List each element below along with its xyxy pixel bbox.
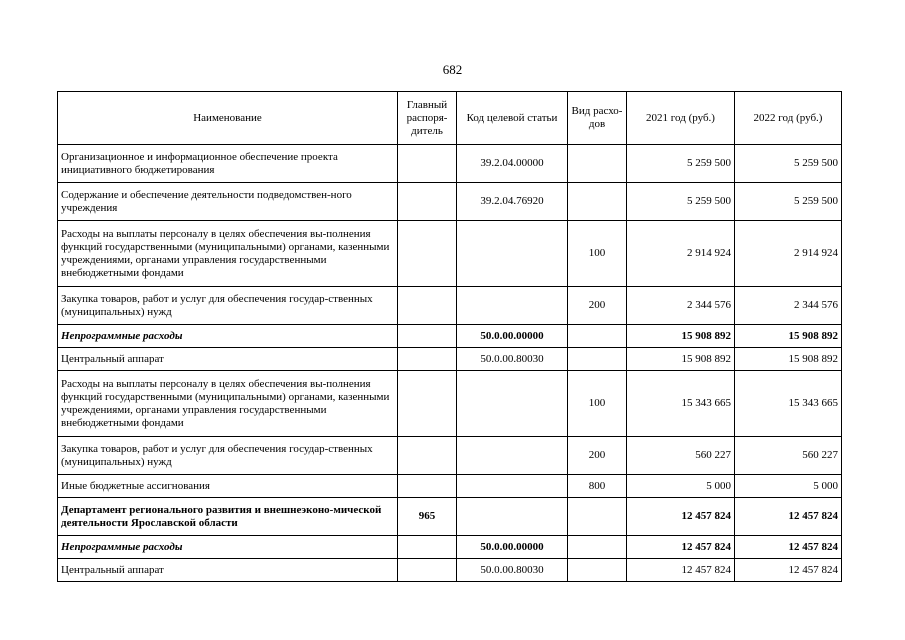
cell-name: Содержание и обеспечение деятельности подведомствен-ного учреждения — [58, 183, 398, 221]
cell-2021: 5 000 — [627, 475, 735, 498]
header-code: Код целевой статьи — [457, 92, 568, 145]
cell-name: Непрограммные расходы — [58, 536, 398, 559]
cell-vid: 100 — [568, 371, 627, 437]
cell-code: 50.0.00.00000 — [457, 536, 568, 559]
cell-2021: 2 344 576 — [627, 287, 735, 325]
header-2021: 2021 год (руб.) — [627, 92, 735, 145]
cell-2022: 560 227 — [735, 437, 842, 475]
cell-code — [457, 498, 568, 536]
cell-grbs — [398, 325, 457, 348]
table-row — [58, 325, 842, 348]
cell-vid — [568, 559, 627, 582]
cell-name: Непрограммные расходы — [58, 325, 398, 348]
cell-name: Иные бюджетные ассигнования — [58, 475, 398, 498]
cell-vid — [568, 536, 627, 559]
cell-2022: 15 343 665 — [735, 371, 842, 437]
table-row — [58, 437, 842, 475]
cell-name: Закупка товаров, работ и услуг для обеспечения государ-ственных (муниципальных) нужд — [58, 437, 398, 475]
cell-name: Центральный аппарат — [58, 559, 398, 582]
cell-code: 50.0.00.00000 — [457, 325, 568, 348]
table-row — [58, 348, 842, 371]
cell-2022: 12 457 824 — [735, 498, 842, 536]
cell-grbs — [398, 145, 457, 183]
cell-2022: 2 914 924 — [735, 221, 842, 287]
cell-grbs — [398, 183, 457, 221]
table-row — [58, 221, 842, 287]
cell-2021: 12 457 824 — [627, 498, 735, 536]
cell-2021: 15 343 665 — [627, 371, 735, 437]
cell-2022: 5 259 500 — [735, 145, 842, 183]
cell-name: Расходы на выплаты персоналу в целях обеспечения вы-полнения функций государственными (муниципальными) органами, казенными учреждениями, органами управления государственными внебюджетными фондами — [58, 371, 398, 437]
cell-2021: 15 908 892 — [627, 348, 735, 371]
cell-grbs — [398, 287, 457, 325]
cell-vid — [568, 325, 627, 348]
cell-vid — [568, 348, 627, 371]
cell-2021: 2 914 924 — [627, 221, 735, 287]
cell-2021: 5 259 500 — [627, 183, 735, 221]
cell-2022: 12 457 824 — [735, 559, 842, 582]
cell-name: Закупка товаров, работ и услуг для обеспечения государ-ственных (муниципальных) нужд — [58, 287, 398, 325]
cell-vid: 100 — [568, 221, 627, 287]
cell-vid: 800 — [568, 475, 627, 498]
table-row — [58, 559, 842, 582]
cell-grbs — [398, 536, 457, 559]
cell-2022: 15 908 892 — [735, 348, 842, 371]
cell-2022: 2 344 576 — [735, 287, 842, 325]
cell-code — [457, 221, 568, 287]
table-row — [58, 498, 842, 536]
cell-code — [457, 475, 568, 498]
header-2022: 2022 год (руб.) — [735, 92, 842, 145]
cell-vid — [568, 183, 627, 221]
table-row — [58, 371, 842, 437]
table-row — [58, 145, 842, 183]
cell-2022: 5 000 — [735, 475, 842, 498]
cell-code: 39.2.04.00000 — [457, 145, 568, 183]
cell-code — [457, 287, 568, 325]
table-header-row — [58, 92, 842, 145]
cell-code: 50.0.00.80030 — [457, 348, 568, 371]
cell-code — [457, 437, 568, 475]
cell-grbs — [398, 437, 457, 475]
cell-2021: 12 457 824 — [627, 536, 735, 559]
cell-vid: 200 — [568, 287, 627, 325]
cell-2021: 560 227 — [627, 437, 735, 475]
budget-table — [57, 91, 842, 582]
cell-2022: 12 457 824 — [735, 536, 842, 559]
cell-grbs — [398, 475, 457, 498]
cell-code: 39.2.04.76920 — [457, 183, 568, 221]
table-row — [58, 183, 842, 221]
cell-grbs: 965 — [398, 498, 457, 536]
page-number: 682 — [442, 62, 463, 77]
header-vid: Вид расхо-дов — [568, 92, 627, 145]
cell-2021: 5 259 500 — [627, 145, 735, 183]
cell-name: Центральный аппарат — [58, 348, 398, 371]
cell-grbs — [398, 559, 457, 582]
cell-grbs — [398, 348, 457, 371]
cell-grbs — [398, 221, 457, 287]
table-row — [58, 475, 842, 498]
cell-grbs — [398, 371, 457, 437]
cell-vid — [568, 498, 627, 536]
cell-vid — [568, 145, 627, 183]
cell-2022: 5 259 500 — [735, 183, 842, 221]
cell-2021: 12 457 824 — [627, 559, 735, 582]
table-row — [58, 536, 842, 559]
cell-name: Департамент регионального развития и внешнеэконо-мической деятельности Ярославской области — [58, 498, 398, 536]
cell-code: 50.0.00.80030 — [457, 559, 568, 582]
cell-name: Расходы на выплаты персоналу в целях обеспечения вы-полнения функций государственными (муниципальными) органами, казенными учреждениями, органами управления государственными внебюджетными фондами — [58, 221, 398, 287]
cell-2021: 15 908 892 — [627, 325, 735, 348]
cell-code — [457, 371, 568, 437]
cell-name: Организационное и информационное обеспечение проекта инициативного бюджетирования — [58, 145, 398, 183]
cell-2022: 15 908 892 — [735, 325, 842, 348]
header-grbs: Главный распоря-дитель — [398, 92, 457, 145]
cell-vid: 200 — [568, 437, 627, 475]
header-name: Наименование — [58, 92, 398, 145]
table-row — [58, 287, 842, 325]
